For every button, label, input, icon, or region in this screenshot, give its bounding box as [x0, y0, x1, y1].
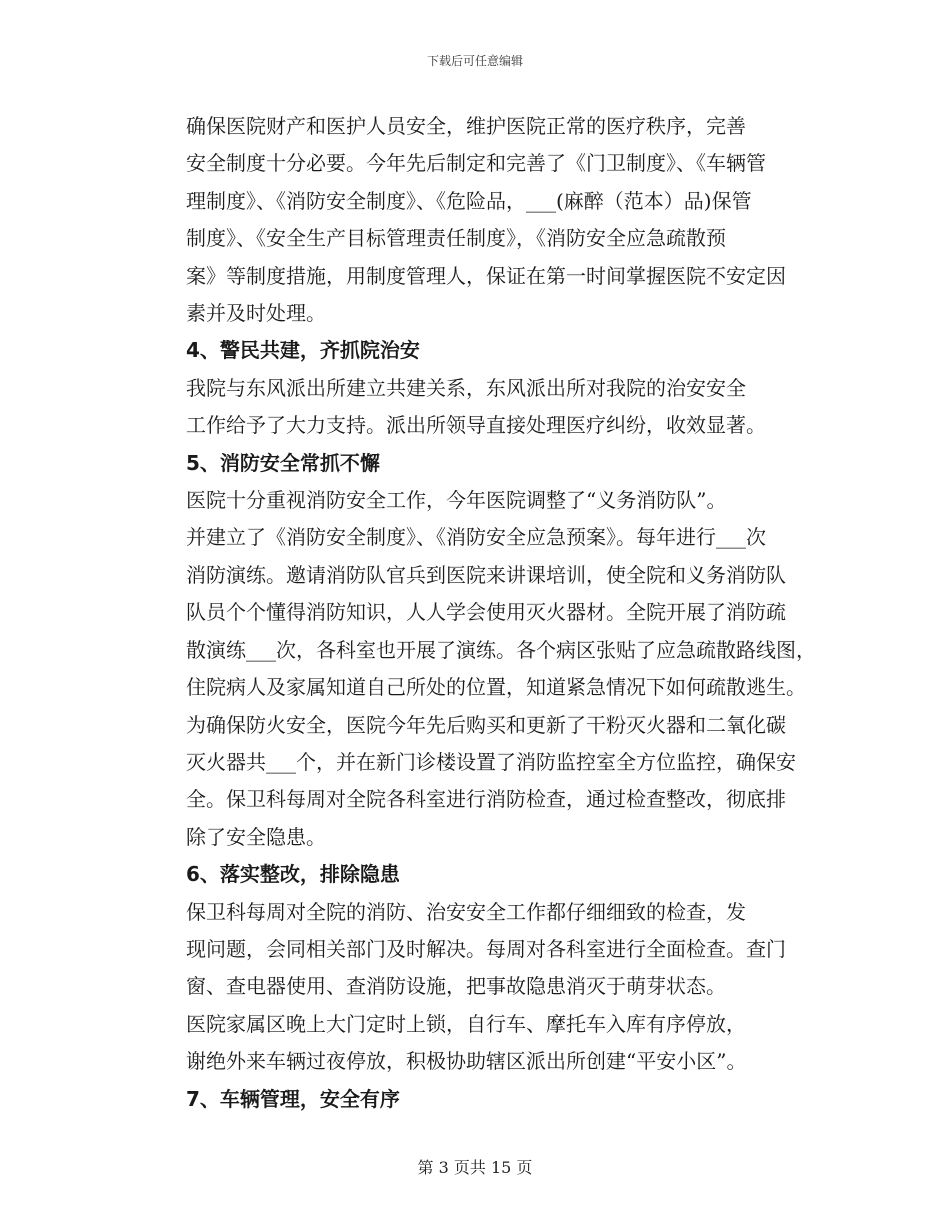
text-line: 为确保防火安全，医院今年先后购买和更新了干粉灭火器和二氧化碳 [186, 712, 786, 737]
section-heading-6: 6、落实整改，排除隐患 [186, 862, 400, 887]
text-line: 窗、查电器使用、查消防设施，把事故隐患消灭于萌芽状态。 [186, 974, 726, 999]
paragraph-inspections [142, 894, 814, 1006]
paragraph-police-cooperation [142, 370, 814, 445]
text-line: 医院家属区晚上大门定时上锁，自行车、摩托车入库有序停放， [186, 1011, 746, 1036]
text-line: 我院与东风派出所建立共建关系，东风派出所对我院的治安安全 [186, 375, 746, 400]
text-line: 住院病人及家属知道自己所处的位置，知道紧急情况下如何疏散逃生。 [186, 675, 806, 700]
text-line: 素并及时处理。 [186, 301, 326, 326]
text-line: 谢绝外来车辆过夜停放，积极协助辖区派出所创建“平安小区”。 [186, 1049, 747, 1074]
text-line: 现问题，会同相关部门及时解决。每周对各科室进行全面检查。查门 [186, 936, 786, 961]
text-line: 灭火器共___个，并在新门诊楼设置了消防监控室全方位监控，确保安 [186, 749, 796, 774]
text-line: 工作给予了大力支持。派出所领导直接处理医疗纠纷，收效显著。 [186, 413, 766, 438]
text-line: 全。保卫科每周对全院各科室进行消防检查，通过检查整改，彻底排 [186, 787, 786, 812]
text-line: 理制度》、《消防安全制度》、《危险品，___(麻醉（范本）品)保管 [186, 188, 752, 213]
document-body [142, 108, 814, 1118]
paragraph-residential-area [142, 1006, 814, 1081]
text-line: 制度》、《安全生产目标管理责任制度》，《消防安全应急疏散预 [186, 226, 726, 251]
text-line: 消防演练。邀请消防队官兵到医院来讲课培训，使全院和义务消防队 [186, 562, 786, 587]
text-line: 确保医院财产和医护人员安全，维护医院正常的医疗秩序，完善 [186, 114, 746, 138]
paragraph-fire-safety [142, 482, 814, 856]
text-line: 案》等制度措施，用制度管理人，保证在第一时间掌握医院不安定因 [186, 263, 786, 288]
paragraph-safety-rules [142, 108, 814, 332]
section-heading-4: 4、警民共建，齐抓院治安 [186, 338, 420, 363]
text-line: 安全制度十分必要。今年先后制定和完善了《门卫制度》、《车辆管 [186, 151, 766, 176]
text-line: 队员个个懂得消防知识，人人学会使用灭火器材。全院开展了消防疏 [186, 600, 786, 625]
text-line: 散演练___次，各科室也开展了演练。各个病区张贴了应急疏散路线图， [186, 637, 816, 662]
text-line: 并建立了《消防安全制度》、《消防安全应急预案》。每年进行___次 [186, 525, 766, 550]
section-heading-5: 5、消防安全常抓不懈 [186, 450, 380, 475]
section-heading-7: 7、车辆管理，安全有序 [186, 1086, 400, 1111]
text-line: 保卫科每周对全院的消防、治安安全工作都仔细细致的检查，发 [186, 899, 746, 924]
text-line: 除了安全隐患。 [186, 824, 326, 849]
text-line: 医院十分重视消防安全工作，今年医院调整了“义务消防队”。 [186, 488, 727, 513]
page-header: 下载后可任意编辑 [426, 54, 523, 68]
page-footer: 第 3 页共 15 页 [417, 1158, 533, 1177]
